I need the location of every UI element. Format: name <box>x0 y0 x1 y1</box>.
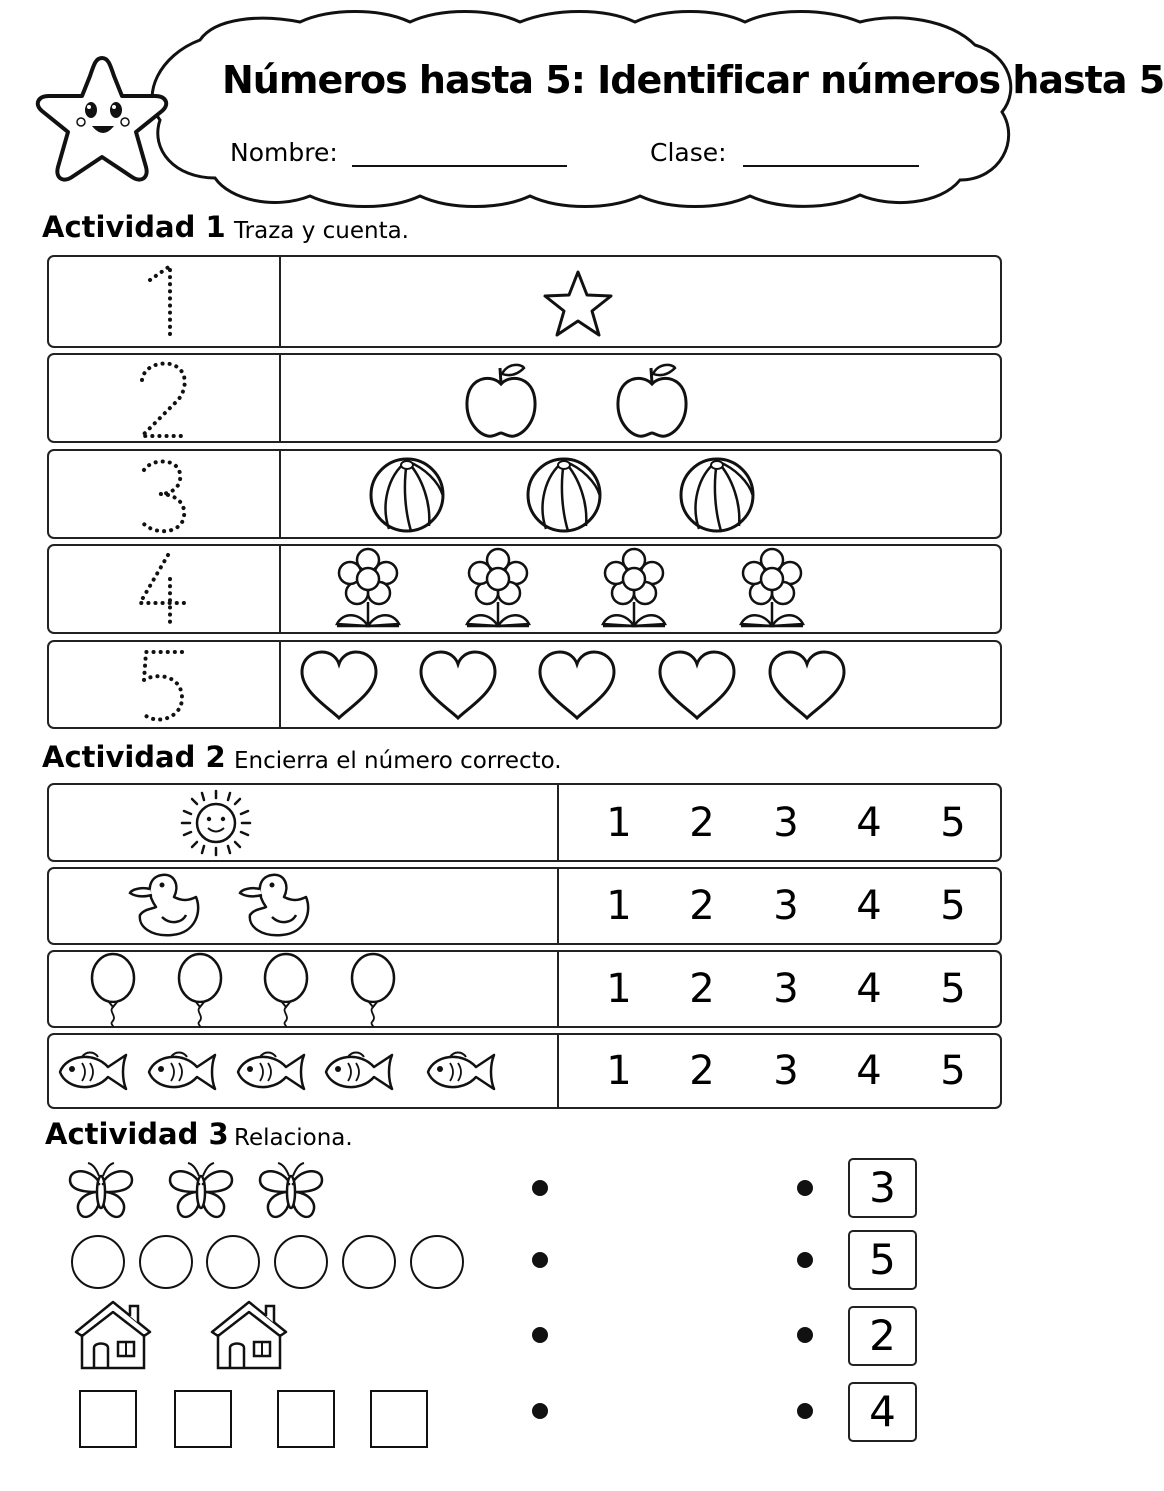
flower-icon <box>463 546 533 630</box>
fish-icon <box>424 1047 500 1097</box>
smiling-star-icon <box>30 52 175 192</box>
heart-icon <box>657 650 737 722</box>
activity2-heading: Actividad 2 <box>42 740 226 774</box>
circle-icon <box>274 1235 328 1289</box>
choice-number[interactable]: 1 <box>606 883 632 929</box>
flower-icon <box>599 546 669 630</box>
right-match-dot[interactable] <box>797 1403 813 1419</box>
circle-icon <box>71 1235 125 1289</box>
circle-icon <box>410 1235 464 1289</box>
choice-number[interactable]: 2 <box>689 799 715 846</box>
fish-icon <box>145 1047 221 1097</box>
class-field-line[interactable] <box>743 165 919 167</box>
name-label: Nombre: <box>230 138 338 167</box>
match-number-box[interactable]: 5 <box>848 1230 917 1290</box>
left-match-dot[interactable] <box>532 1180 548 1196</box>
sun-icon <box>176 787 256 859</box>
name-field-line[interactable] <box>352 165 567 167</box>
activity1-instruction: Traza y cuenta. <box>234 218 409 244</box>
fish-icon <box>234 1047 310 1097</box>
right-match-dot[interactable] <box>797 1252 813 1268</box>
choice-number[interactable]: 5 <box>940 883 966 929</box>
circle-icon <box>342 1235 396 1289</box>
choice-number[interactable]: 3 <box>773 883 799 929</box>
beach-ball-icon <box>524 456 604 534</box>
butterfly-icon <box>256 1160 326 1222</box>
house-icon <box>72 1298 154 1372</box>
fish-icon <box>322 1047 398 1097</box>
flower-icon <box>333 546 403 630</box>
activity3-heading: Actividad 3 <box>45 1117 229 1151</box>
balloon-icon <box>88 952 138 1028</box>
square-icon <box>277 1390 335 1448</box>
choice-number[interactable]: 2 <box>689 883 715 929</box>
activity3-instruction: Relaciona. <box>234 1125 353 1151</box>
choice-number[interactable]: 5 <box>940 966 966 1012</box>
heart-icon <box>537 650 617 722</box>
star-icon <box>541 268 615 340</box>
square-icon <box>79 1390 137 1448</box>
left-match-dot[interactable] <box>532 1252 548 1268</box>
choice-number[interactable]: 2 <box>689 966 715 1012</box>
choice-number[interactable]: 3 <box>773 799 799 846</box>
balloon-icon <box>348 952 398 1028</box>
heart-icon <box>418 650 498 722</box>
choice-number[interactable]: 2 <box>689 1048 715 1094</box>
square-icon <box>370 1390 428 1448</box>
circle-icon <box>139 1235 193 1289</box>
right-match-dot[interactable] <box>797 1327 813 1343</box>
duck-icon <box>236 871 316 941</box>
activity2-instruction: Encierra el número correcto. <box>234 748 562 774</box>
butterfly-icon <box>166 1160 236 1222</box>
choice-number[interactable]: 1 <box>606 966 632 1012</box>
match-number-box[interactable]: 4 <box>848 1382 917 1442</box>
trace-number-2[interactable] <box>130 360 200 440</box>
choice-number[interactable]: 5 <box>940 799 966 846</box>
square-icon <box>174 1390 232 1448</box>
choice-number[interactable]: 3 <box>773 966 799 1012</box>
apple-icon <box>613 360 691 440</box>
trace-number-3[interactable] <box>130 456 200 536</box>
match-number-box[interactable]: 2 <box>848 1306 917 1366</box>
choice-number[interactable]: 5 <box>940 1048 966 1094</box>
beach-ball-icon <box>677 456 757 534</box>
heart-icon <box>767 650 847 722</box>
choice-number[interactable]: 1 <box>606 799 632 846</box>
class-label: Clase: <box>650 138 727 167</box>
right-match-dot[interactable] <box>797 1180 813 1196</box>
circle-icon <box>206 1235 260 1289</box>
choice-number[interactable]: 4 <box>856 799 882 846</box>
trace-number-4[interactable] <box>130 551 200 631</box>
trace-number-5[interactable] <box>130 646 200 726</box>
match-number-box[interactable]: 3 <box>848 1158 917 1218</box>
page-title: Números hasta 5: Identificar números hasta 5 <box>222 58 1164 102</box>
duck-icon <box>126 871 206 941</box>
balloon-icon <box>175 952 225 1028</box>
heart-icon <box>299 650 379 722</box>
left-match-dot[interactable] <box>532 1403 548 1419</box>
choice-number[interactable]: 3 <box>773 1048 799 1094</box>
flower-icon <box>737 546 807 630</box>
left-match-dot[interactable] <box>532 1327 548 1343</box>
choice-number[interactable]: 4 <box>856 1048 882 1094</box>
butterfly-icon <box>66 1160 136 1222</box>
trace-number-1[interactable] <box>130 262 200 342</box>
beach-ball-icon <box>367 456 447 534</box>
fish-icon <box>56 1047 132 1097</box>
apple-icon <box>462 360 540 440</box>
choice-number[interactable]: 1 <box>606 1048 632 1094</box>
balloon-icon <box>261 952 311 1028</box>
choice-number[interactable]: 4 <box>856 883 882 929</box>
activity1-heading: Actividad 1 <box>42 210 226 244</box>
house-icon <box>208 1298 290 1372</box>
choice-number[interactable]: 4 <box>856 966 882 1012</box>
